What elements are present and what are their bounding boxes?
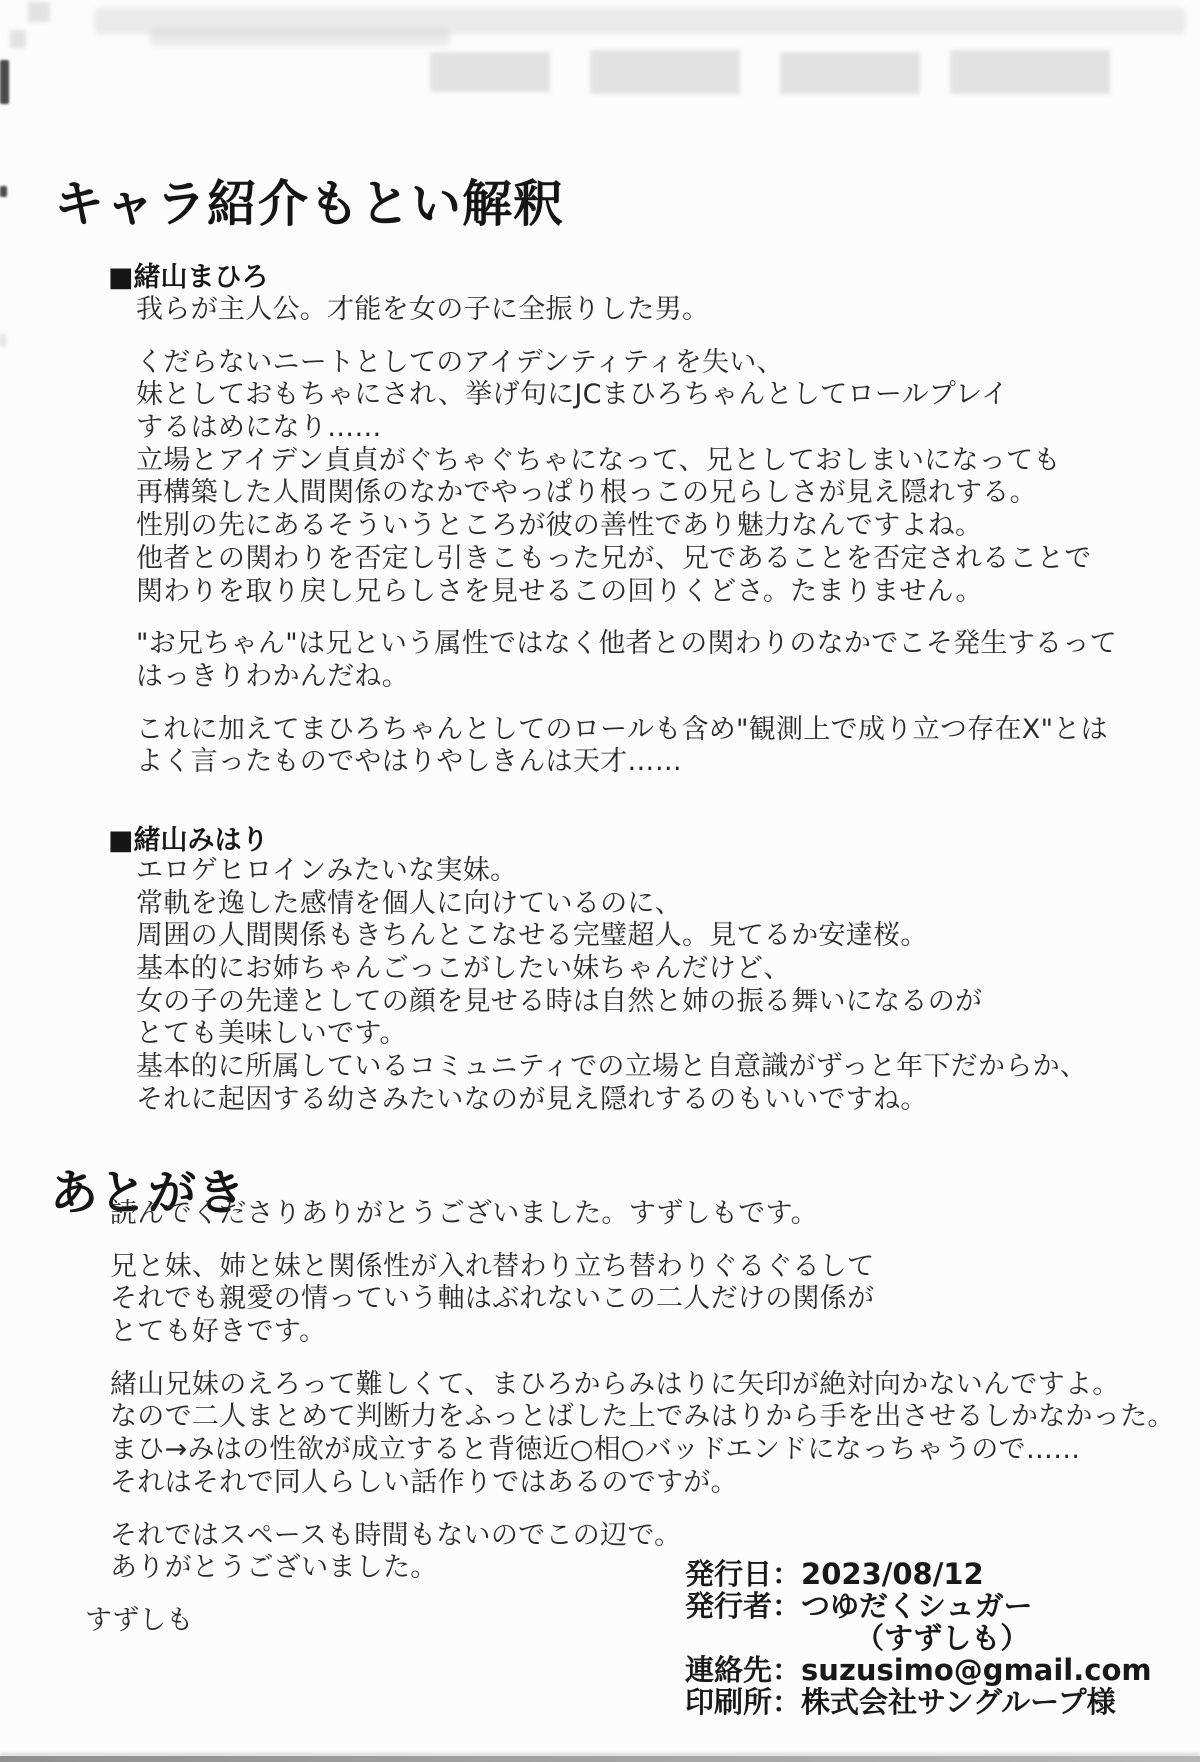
chara-section-title: キャラ紹介もとい解釈 (54, 174, 564, 233)
publisher-value: つゆだくシュガー (801, 1589, 1033, 1623)
text-line: エロゲヒロインみたいな実妹。 (136, 855, 518, 886)
colophon-publisher (685, 1590, 1152, 1622)
text-line: 女の子の先達としての顔を見せる時は自然と姉の振る舞いになるのが (136, 985, 983, 1017)
scan-artifact-ghost-text (590, 50, 740, 94)
paragraph-gap (136, 608, 1117, 628)
text-line: それでも親愛の情っていう軸はぶれないこの二人だけの関係が (110, 1283, 875, 1315)
colophon-block (685, 1558, 1152, 1718)
scan-artifact-ghost-text (950, 50, 1110, 94)
paragraph-gap (110, 1500, 1175, 1520)
scan-artifact-top-smudge (150, 30, 450, 46)
colophon-issue-date (685, 1558, 1152, 1590)
text-line: とても好きです。 (110, 1316, 327, 1348)
afterword-title: あとがき (50, 1165, 247, 1222)
mahiro-paragraphs (136, 294, 1117, 779)
issue-date-label: 発行日 (685, 1557, 773, 1591)
paragraph-gap (136, 694, 1117, 714)
text-line: 常軌を逸した感情を個人に向けているのに、 (136, 887, 682, 919)
text-line: はっきりわかんだね。 (136, 660, 409, 692)
text-line: 基本的にお姉ちゃんごっこがしたい妹ちゃんだけど、 (136, 953, 791, 985)
scan-artifact-corner-mark (28, 2, 50, 22)
text-line: とても美味しいです。 (136, 1018, 407, 1050)
scan-artifact-bottom-band (0, 1756, 1200, 1762)
text-line: これに加えてまひろちゃんとしてのロールも含め"観測上で成り立つ存在X"とは (136, 713, 1108, 745)
printer-label: 印刷所 (685, 1685, 773, 1719)
text-line: 基本的に所属しているコミュニティでの立場と自意識がずっと年下だからか、 (136, 1051, 1088, 1083)
scan-artifact-edge-mark (0, 334, 6, 347)
text-line: するはめになり…… (136, 412, 382, 444)
scan-artifact-corner-mark (10, 30, 26, 48)
text-line: まひ→みはの性欲が成立すると背徳近○相○バッドエンドになっちゃうので…… (110, 1434, 1081, 1466)
colophon-publisher-alias (685, 1622, 1152, 1654)
scan-artifact-ghost-text (780, 52, 920, 94)
paragraph-gap (110, 1231, 1175, 1251)
scan-artifact-edge-mark (0, 186, 7, 197)
mihari-heading: ■緒山みはり (108, 825, 269, 857)
colon-separator: ： (772, 1653, 802, 1687)
publisher-alias-value: （すずしも） (855, 1621, 1030, 1655)
scan-artifact-top-smudge (95, 8, 1185, 34)
text-line: それに起因する幼さみたいなのが見え隠れするのもいいですね。 (136, 1083, 928, 1115)
text-line: それではスペースも時間もないのでこの辺で。 (110, 1519, 682, 1551)
printer-value: 株式会社サングループ様 (801, 1685, 1116, 1719)
paragraph-gap (110, 1349, 1175, 1369)
text-line: 兄と妹、姉と妹と関係性が入れ替わり立ち替わりぐるぐるして (110, 1250, 875, 1282)
mahiro-heading: ■緒山まひろ (108, 262, 269, 294)
issue-date-value: 2023/08/12 (801, 1557, 984, 1591)
text-line: くだらないニートとしてのアイデンティティを失い、 (136, 346, 784, 378)
colophon-printer (685, 1686, 1152, 1718)
text-line: よく言ったものでやはりやしきんは天才…… (136, 746, 682, 778)
text-line: 性別の先にあるそういうところが彼の善性であり魅力なんですよね。 (136, 510, 983, 542)
scan-artifact-ghost-text (430, 52, 550, 92)
text-line: 読んでくださりありがとうございました。すずしもです。 (110, 1198, 818, 1229)
text-line: ありがとうございました。 (110, 1552, 438, 1584)
text-line: 周囲の人間関係もきちんとこなせる完璧超人。見てるか安達桜。 (136, 920, 928, 952)
text-line: 緒山兄妹のえろって難しくて、まひろからみはりに矢印が絶対向かないんですよ。 (110, 1368, 1120, 1400)
author-signature: すずしも (85, 1605, 194, 1636)
text-line: なので二人まとめて判断力をふっとばした上でみはりから手を出させるしかなかった。 (110, 1401, 1175, 1433)
text-line: それはそれで同人らしい話作りではあるのですが。 (110, 1466, 738, 1498)
text-line: 再構築した人間関係のなかでやっぱり根っこの兄らしさが見え隠れする。 (136, 477, 1037, 509)
scan-artifact-bottom-band (0, 1753, 1200, 1756)
scan-artifact-edge-mark (0, 60, 9, 104)
colophon-contact (685, 1654, 1152, 1686)
text-line: 我らが主人公。才能を女の子に全振りした男。 (136, 294, 710, 325)
publisher-label: 発行者 (685, 1589, 773, 1623)
afterword-paragraphs (110, 1198, 1175, 1585)
contact-label: 連絡先 (685, 1653, 773, 1687)
contact-email: suzusimo@gmail.com (801, 1653, 1152, 1687)
text-line: "お兄ちゃん"は兄という属性ではなく他者との関わりのなかでこそ発生するって (136, 628, 1117, 660)
text-line: 関わりを取り戻し兄らしさを見せるこの回りくどさ。たまりません。 (136, 575, 983, 607)
colon-separator: ： (772, 1589, 802, 1623)
mihari-paragraphs (136, 855, 1087, 1117)
text-line: 立場とアイデン貞貞がぐちゃぐちゃになって、兄としておしまいになっても (136, 444, 1061, 476)
text-line: 妹としておもちゃにされ、挙げ句にJCまひろちゃんとしてロールプレイ (136, 379, 1009, 411)
paragraph-gap (136, 327, 1117, 347)
colon-separator: ： (772, 1685, 802, 1719)
text-line: 他者との関わりを否定し引きこもった兄が、兄であることを否定されることで (136, 542, 1092, 574)
colon-separator: ： (772, 1557, 802, 1591)
